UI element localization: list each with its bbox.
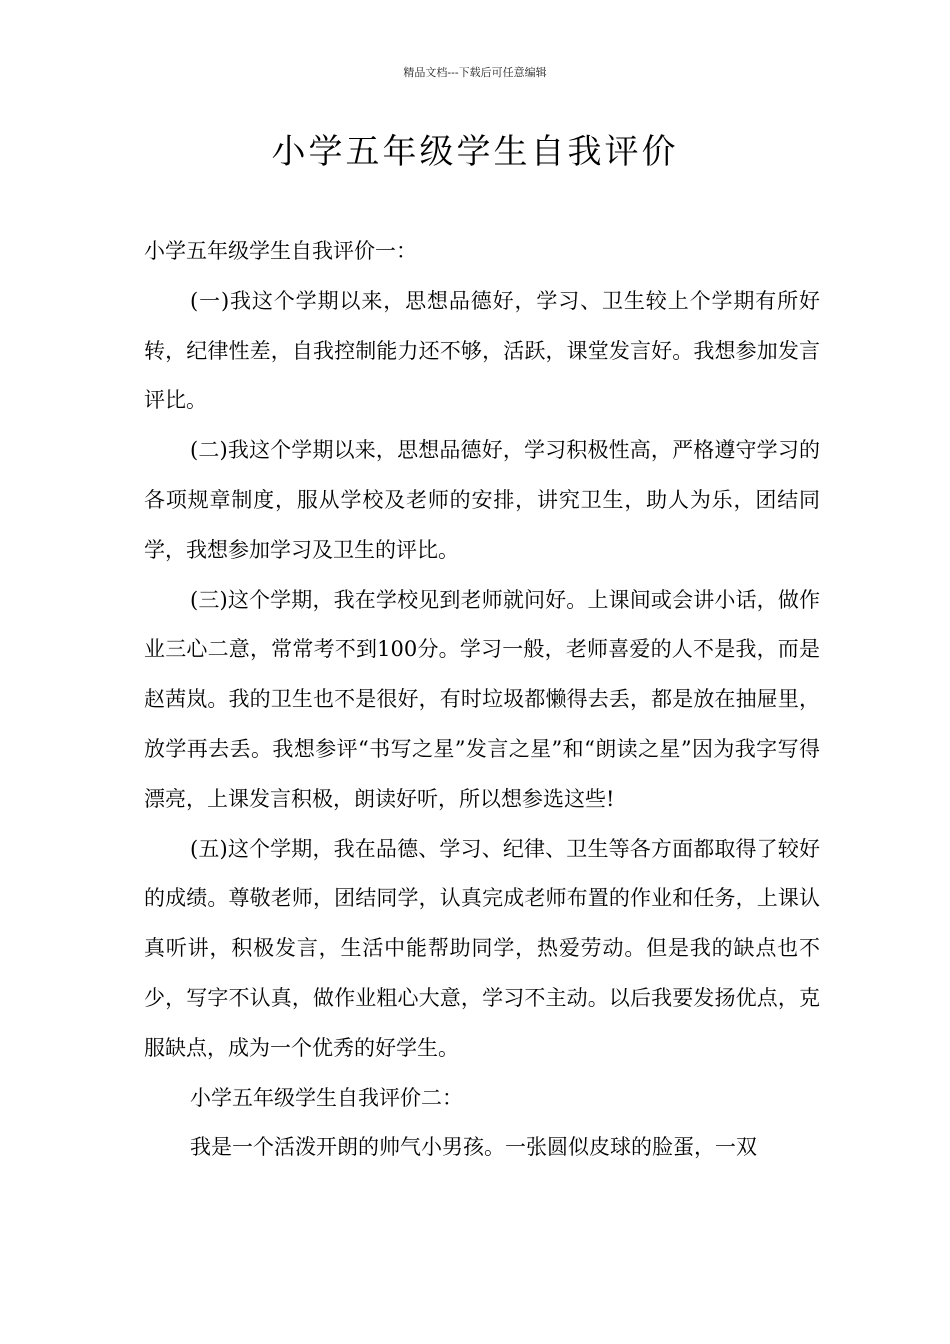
document-title: 小学五年级学生自我评价 <box>271 132 679 172</box>
paragraph-5: (五)这个学期，我在品德、学习、纪律、卫生等各方面都取得了较好的成绩。尊敬老师，团结同学，认真完成老师布置的作业和任务，上课认真听讲，积极发言，生活中能帮助同学，热爱劳动。但是我的缺点也不少，写字不认真，做作业粗心大意，学习不主动。以后我要发扬优点，克服缺点，成为一个优秀的好学生。 <box>144 836 820 1060</box>
paragraph-3: (三)这个学期，我在学校见到老师就问好。上课间或会讲小话，做作业三心二意，常常考不到100分。学习一般，老师喜爱的人不是我，而是赵茜岚。我的卫生也不是很好，有时垃圾都懒得去丢，都是放在抽屉里，放学再去丢。我想参评“书写之星”发言之星”和“朗读之星”因为我字写得漂亮，上课发言积极，朗读好听，所以想参选这些! <box>144 587 820 811</box>
header-note: 精品文档---下载后可任意编辑 <box>403 66 547 79</box>
paragraph-2: (二)我这个学期以来，思想品德好，学习积极性高，严格遵守学习的各项规章制度，服从学校及老师的安排，讲究卫生，助人为乐，团结同学，我想参加学习及卫生的评比。 <box>144 438 820 562</box>
paragraph-1: (一)我这个学期以来，思想品德好，学习、卫生较上个学期有所好转，纪律性差，自我控制能力还不够，活跃，课堂发言好。我想参加发言评比。 <box>144 288 820 413</box>
paragraph-6: 我是一个活泼开朗的帅气小男孩。一张圆似皮球的脸蛋，一双 <box>190 1135 757 1160</box>
document-body <box>144 227 820 1173</box>
section-heading-1: 小学五年级学生自我评价一： <box>144 239 417 263</box>
section-heading-2: 小学五年级学生自我评价二： <box>190 1085 463 1110</box>
